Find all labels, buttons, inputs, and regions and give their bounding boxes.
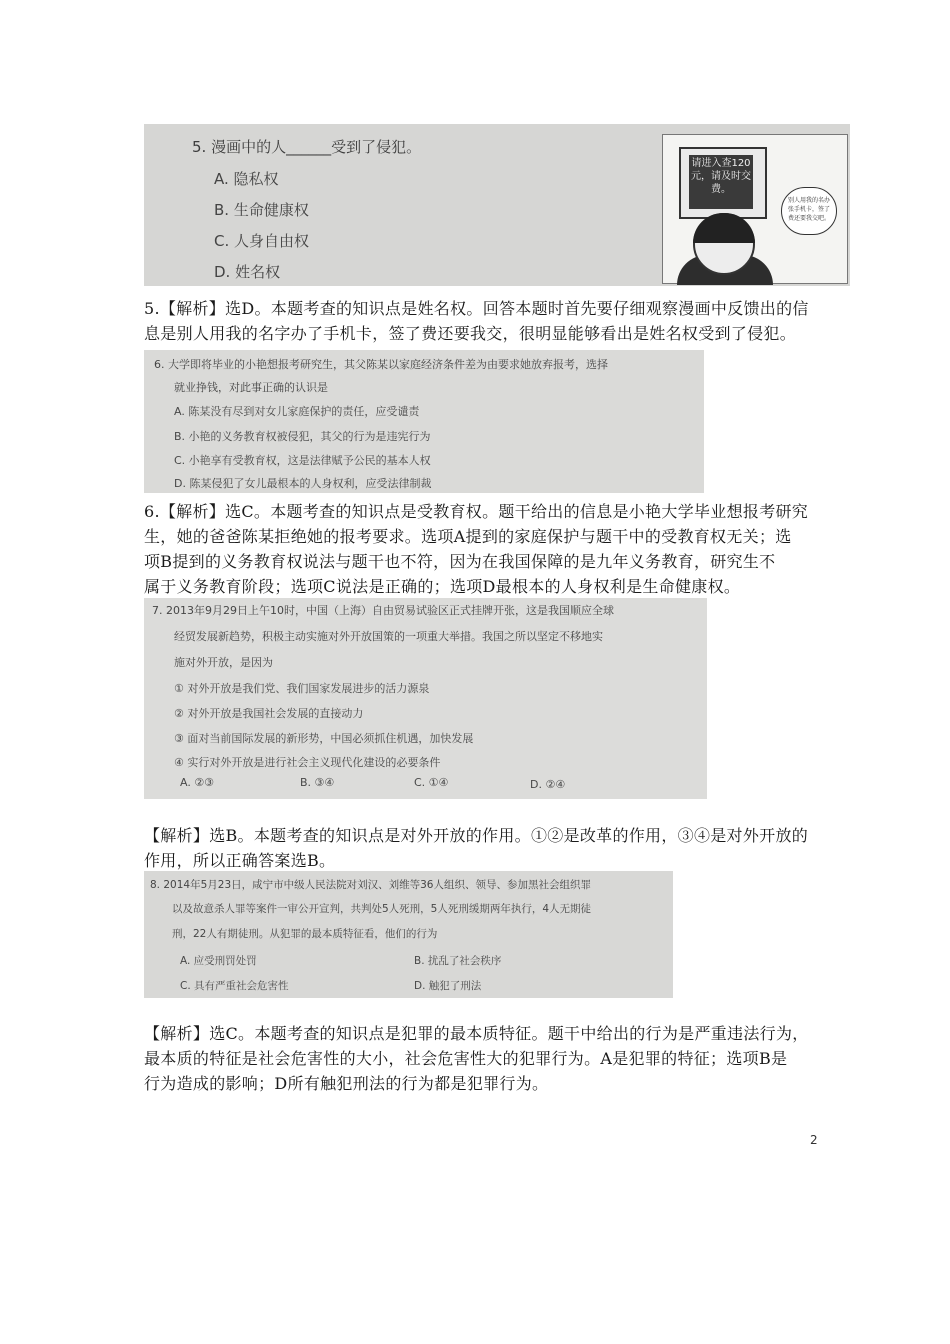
cartoon-illustration <box>662 134 848 284</box>
q7-statement-4: ④ 实行对外开放是进行社会主义现代化建设的必要条件 <box>174 756 441 769</box>
phone-billboard <box>679 147 767 219</box>
answer-6: 6.【解析】选C。本题考查的知识点是受教育权。题干给出的信息是小艳大学毕业想报考研究 生，她的爸爸陈某拒绝她的报考要求。选项A提到的家庭保护与题干中的受教育权无关；选 项B提到的义务教育权说法与题干也不符，因为在我国保障的是九年义务教育，研究生不 属于义务教育阶段；选项C说法是正确的；选项D最根本的人身权利是生命健康权。 <box>144 502 809 596</box>
answer-8: 【解析】选C。本题考查的知识点是犯罪的最本质特征。题干中给出的行为是严重违法行为， 最本质的特征是社会危害性的大小，社会危害性大的犯罪行为。A是犯罪的特征；选项B是 行为造成的影响；D所有触犯刑法的行为都是犯罪行为。 <box>144 1024 809 1093</box>
phone-screen-text: 请进入查120元，请及时交费。 <box>689 155 753 209</box>
q8-stem-line-2: 以及故意杀人罪等案件一审公开宣判，共判处5人死刑，5人死刑缓期两年执行，4人无期徒 <box>172 903 592 915</box>
answer-7: 【解析】选B。本题考查的知识点是对外开放的作用。①②是改革的作用，③④是对外开放的 作用，所以正确答案选B。 <box>144 826 809 870</box>
q6-stem-line-1: 6. 大学即将毕业的小艳想报考研究生，其父陈某以家庭经济条件差为由要求她放弃报考，选择 <box>154 358 608 371</box>
q7-statement-2: ② 对外开放是我国社会发展的直接动力 <box>174 707 364 720</box>
q6-option-c: C. 小艳享有受教育权，这是法律赋予公民的基本人权 <box>174 454 431 467</box>
q7-option-b: B. ③④ <box>300 776 335 789</box>
question-7-photo <box>144 598 707 799</box>
question-8-photo <box>144 871 673 998</box>
q7-option-c: C. ①④ <box>414 776 449 789</box>
q7-statement-1: ① 对外开放是我们党、我们国家发展进步的活力源泉 <box>174 682 430 695</box>
answer-5: 5.【解析】选D。本题考查的知识点是姓名权。回答本题时首先要仔细观察漫画中反馈出的信 息是别人用我的名字办了手机卡，签了费还要我交，很明显能够看出是姓名权受到了侵犯。 <box>144 299 809 343</box>
q8-option-a: A. 应受刑罚处罚 <box>180 955 257 967</box>
q6-option-a: A. 陈某没有尽到对女儿家庭保护的责任，应受谴责 <box>174 405 420 418</box>
q6-stem-line-2: 就业挣钱，对此事正确的认识是 <box>174 381 328 394</box>
q5-option-b: B. 生命健康权 <box>214 201 309 219</box>
q7-stem-line-2: 经贸发展新趋势，积极主动实施对外开放国策的一项重大举措。我国之所以坚定不移地实 <box>174 630 603 643</box>
q5-stem: 5. 漫画中的人______受到了侵犯。 <box>192 138 422 156</box>
speech-bubble: 别人用我的名办张手机卡，签了费还要我交吧。 <box>781 187 837 235</box>
q8-option-b: B. 扰乱了社会秩序 <box>414 955 502 967</box>
q7-stem-line-1: 7. 2013年9月29日上午10时，中国（上海）自由贸易试验区正式挂牌开张，这是我国顺应全球 <box>152 604 614 617</box>
q7-statement-3: ③ 面对当前国际发展的新形势，中国必须抓住机遇，加快发展 <box>174 732 474 745</box>
q7-option-a: A. ②③ <box>180 776 215 789</box>
q8-stem-line-1: 8. 2014年5月23日，咸宁市中级人民法院对刘汉、刘维等36人组织、领导、参加黑社会组织罪 <box>150 879 591 891</box>
q7-option-d: D. ②④ <box>530 778 566 791</box>
question-5-photo <box>144 124 850 286</box>
q7-stem-line-3: 施对外开放，是因为 <box>174 656 273 669</box>
q8-stem-line-3: 刑，22人有期徒刑。从犯罪的最本质特征看，他们的行为 <box>172 928 438 940</box>
q5-option-c: C. 人身自由权 <box>214 232 310 250</box>
q6-option-d: D. 陈某侵犯了女儿最根本的人身权利，应受法律制裁 <box>174 477 432 490</box>
q5-option-a: A. 隐私权 <box>214 170 279 188</box>
q8-option-c: C. 具有严重社会危害性 <box>180 980 289 992</box>
q6-option-b: B. 小艳的义务教育权被侵犯，其父的行为是违宪行为 <box>174 430 431 443</box>
q8-option-d: D. 触犯了刑法 <box>414 980 482 992</box>
page-number: 2 <box>810 1133 818 1147</box>
question-6-photo <box>144 350 704 493</box>
q5-option-d: D. 姓名权 <box>214 263 281 281</box>
